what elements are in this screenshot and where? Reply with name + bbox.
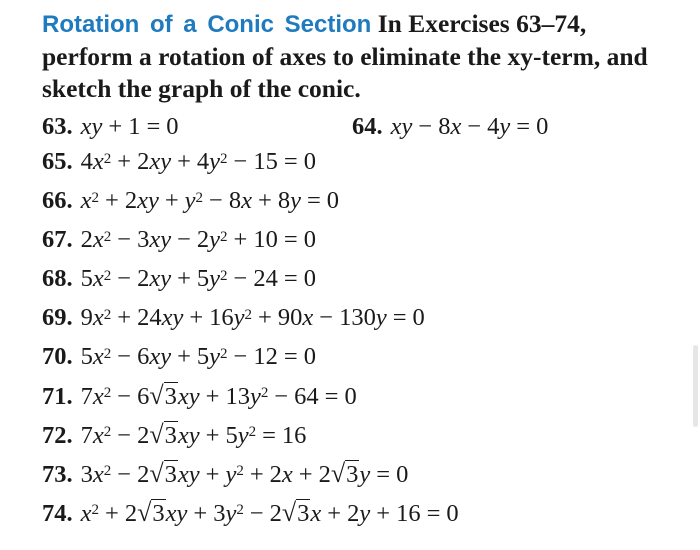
exercise-equation: xy − 8x − 4y = 0 — [390, 113, 549, 140]
exercise-number: 64. — [352, 113, 383, 140]
exercise-equation: $x^2 + 2xy + y^2 - 8x + 8y = 0$ — [80, 187, 340, 214]
exercise-number: 66. — [42, 187, 73, 214]
section-title: Rotation of a Conic Section — [42, 11, 372, 38]
exercise-69 — [42, 303, 425, 333]
exercise-number: 73. — [42, 461, 73, 488]
exercise-number: 67. — [42, 226, 73, 253]
exercise-equation: $7x^2 - 2√3xy + 5y^2 = 16$ — [80, 420, 307, 449]
exercise-equation: $3x^2 - 2√3xy + y^2 + 2x + 2√3y = 0$ — [80, 459, 409, 488]
exercise-number: 71. — [42, 383, 73, 410]
exercise-73 — [42, 459, 408, 490]
exercise-71 — [42, 381, 357, 412]
exercise-66 — [42, 186, 339, 216]
exercise-number: 72. — [42, 422, 73, 449]
exercise-63 — [42, 112, 179, 142]
exercise-64 — [352, 112, 548, 142]
exercise-number: 63. — [42, 113, 73, 140]
exercise-72 — [42, 420, 306, 451]
exercise-equation: $2x^2 - 3xy - 2y^2 + 10 = 0$ — [80, 226, 316, 253]
exercise-65 — [42, 147, 316, 177]
scrollbar[interactable] — [693, 345, 698, 427]
exercise-number: 68. — [42, 265, 73, 292]
exercise-equation: $9x^2 + 24xy + 16y^2 + 90x - 130y = 0$ — [80, 304, 425, 331]
exercise-equation: $x^2 + 2√3xy + 3y^2 - 2√3x + 2y + 16 = 0$ — [80, 498, 459, 527]
exercise-number: 69. — [42, 304, 73, 331]
exercise-68 — [42, 264, 316, 294]
exercise-number: 70. — [42, 343, 73, 370]
section-instructions: In Exercises 63–74, perform a rotation of axes to eliminate the xy-term, and sketch the graph of the conic. — [42, 9, 648, 103]
exercise-equation: $4x^2 + 2xy + 4y^2 - 15 = 0$ — [80, 148, 316, 175]
exercise-equation: $5x^2 - 6xy + 5y^2 - 12 = 0$ — [80, 343, 316, 370]
exercise-70 — [42, 342, 316, 372]
exercise-equation: $5x^2 - 2xy + 5y^2 - 24 = 0$ — [80, 265, 316, 292]
exercise-equation: $7x^2 - 6√3xy + 13y^2 - 64 = 0$ — [80, 381, 357, 410]
exercise-number: 65. — [42, 148, 73, 175]
section-heading — [42, 8, 682, 105]
exercise-74 — [42, 498, 459, 529]
exercise-number: 74. — [42, 500, 73, 527]
exercise-equation: xy + 1 = 0 — [80, 113, 179, 140]
exercise-67 — [42, 225, 316, 255]
